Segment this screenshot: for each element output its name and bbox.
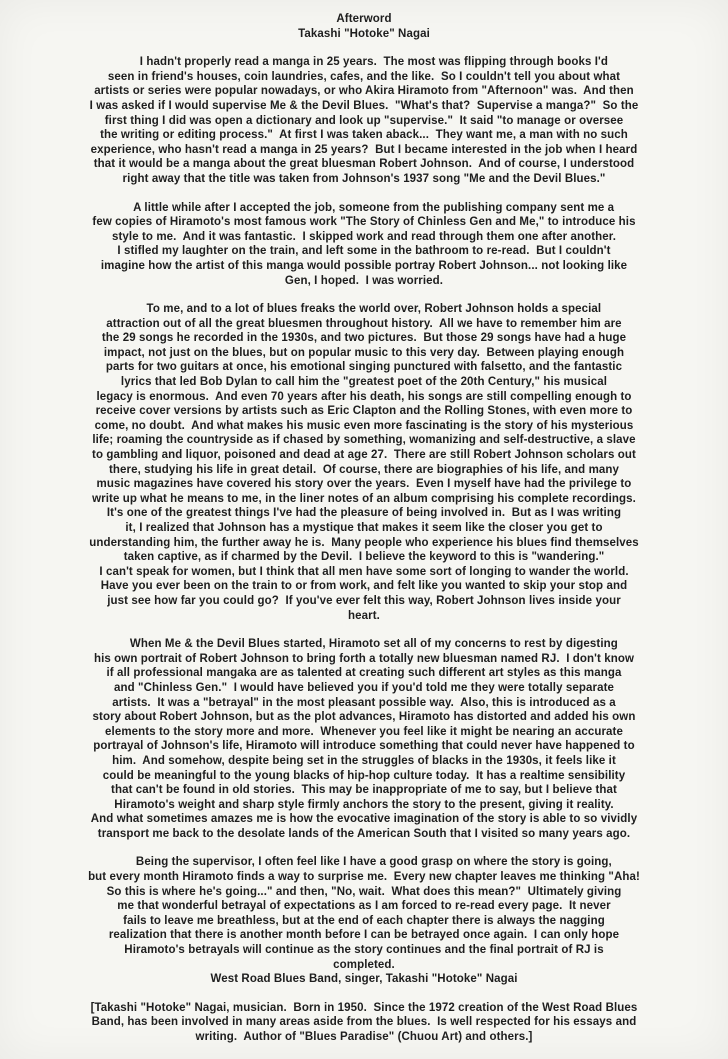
text-line: understanding him, the further away he is. Many people who experience his blues find themselves: [89, 536, 639, 549]
paragraph-chinless-gen: [30, 201, 698, 289]
text-line: life; roaming the countryside as if chased by something, womanizing and self-destructive, a slave: [92, 434, 636, 447]
text-line: To me, and to a lot of blues freaks the world over, Robert Johnson holds a special: [126, 303, 602, 316]
text-line: A little while after I accepted the job, someone from the publishing company sent me a: [113, 201, 615, 214]
text-line: I was asked if I would supervise Me & the Devil Blues. "What's that? Supervise a manga?" So the: [89, 99, 639, 112]
text-line: that can't be found in old stories. This may be inappropriate of me to say, but I believe that: [111, 784, 617, 797]
text-line: to gambling and liquor, poisoned and dead at age 27. There are still Robert Johnson scholars out: [92, 449, 636, 462]
text-line: first thing I did was open a dictionary and look up "supervise." It said "to manage or oversee: [104, 114, 624, 127]
text-line: the writing or editing process." At first I was taken aback... They want me, a man with no such: [100, 129, 628, 142]
text-line: Hiramoto's betrayals will continue as the story continues and the final portrait of RJ is: [124, 944, 604, 957]
paragraph-supervisor: [30, 855, 698, 972]
text-line: I stifled my laughter on the train, and left some in the bathroom to re-read. But I couldn't: [117, 245, 611, 258]
text-line: elements to the story more and more. Whenever you feel like it might be nearing an accurate: [105, 725, 623, 738]
text-line: but every month Hiramoto finds a way to surprise me. Every new chapter leaves me thinking "Aha!: [88, 871, 640, 884]
text-line: transport me back to the desolate lands of the American South that I visited so many years ago.: [97, 827, 631, 840]
text-line: Band, has been involved in many areas aside from the blues. Is well respected for his essays and: [91, 1016, 637, 1029]
text-line: the 29 songs he recorded in the 1930s, and two pictures. But those 29 songs have had a huge: [101, 332, 627, 345]
text-line: could be meaningful to the young blacks of hip-hop culture today. It has a realtime sensibility: [102, 769, 626, 782]
text-line: right away that the title was taken from Johnson's 1937 song "Me and the Devil Blues.": [122, 172, 606, 185]
text-line: if all professional mangaka are as talented at creating such different art styles as this manga: [106, 667, 622, 680]
text-line: there, studying his life in great detail. Of course, there are biographies of his life, and many: [108, 463, 620, 476]
text-line: just see how far you could go? If you've ever felt this way, Robert Johnson lives inside your: [107, 594, 621, 607]
text-line: I hadn't properly read a manga in 25 years. The most was flipping through books I'd: [120, 56, 608, 69]
text-line: Hiramoto's weight and sharp style firmly anchors the story to the present, giving it reality.: [114, 798, 614, 811]
page-title: Afterword: [336, 13, 392, 25]
text-line: writing. Author of "Blues Paradise" (Chuou Art) and others.]: [195, 1031, 533, 1043]
text-line: Gen, I hoped. I was worried.: [284, 274, 444, 287]
text-line: legacy is enormous. And even 70 years after his death, his songs are still compelling enough to: [96, 390, 632, 403]
text-line: imagine how the artist of this manga would possible portray Robert Johnson... not looking like: [100, 259, 628, 272]
text-line: taken captive, as if charmed by the Devil. I believe the keyword to this is "wandering.": [123, 551, 605, 564]
text-line: experience, who hasn't read a manga in 25 years? But I became interested in the job when I heard: [90, 143, 638, 156]
afterword-header: [30, 12, 698, 41]
text-line: story about Robert Johnson, but as the plot advances, Hiramoto has distorted and added his own: [92, 711, 636, 724]
author-name: Takashi "Hotoke" Nagai: [298, 27, 430, 40]
text-line: attraction out of all the great bluesmen throughout history. All we have to remember him are: [106, 317, 622, 330]
text-line: me that wonderful betrayal of expectations as I am forced to re-read every page. It never: [117, 900, 611, 913]
text-line: When Me & the Devil Blues started, Hiramoto set all of my concerns to rest by digesting: [110, 638, 618, 651]
text-line: his own portrait of Robert Johnson to bring forth a totally new bluesman named RJ. I don't know: [93, 652, 635, 665]
paragraph-intro: [30, 55, 698, 186]
text-line: fails to leave me breathless, but at the end of each chapter there is always the nagging: [123, 914, 605, 927]
text-line: I can't speak for women, but I think that all men have some sort of longing to wander the world.: [99, 565, 629, 578]
text-line: It's one of the greatest things I've had the pleasure of being involved in. But as I was writing: [106, 507, 622, 520]
text-line: music magazines have covered his story over the years. Even I myself have had the privilege to: [96, 478, 632, 491]
text-line: come, no doubt. And what makes his music even more fascinating is the story of his mysterious: [94, 419, 634, 432]
text-line: impact, not just on the blues, but on popular music to this very day. Between playing enough: [103, 346, 625, 359]
text-line: [Takashi "Hotoke" Nagai, musician. Born in 1950. Since the 1972 creation of the West Road Blues: [90, 1001, 638, 1014]
text-line: artists. It was a "betrayal" in the most pleasant possible way. Also, this is introduced as a: [112, 696, 616, 709]
paragraph-hiramoto: [30, 637, 698, 841]
text-line: style to me. And it was fantastic. I skipped work and read through them one after another.: [111, 230, 616, 243]
text-line: artists or series were popular nowadays, or who Akira Hiramoto from "Afternoon" was. And then: [94, 85, 634, 98]
text-line: And what sometimes amazes me is how the evocative imagination of the story is able to so vividly: [90, 813, 638, 826]
author-bio: [30, 1001, 698, 1045]
text-line: completed.: [333, 958, 395, 971]
text-line: receive cover versions by artists such as Eric Clapton and the Rolling Stones, with even more to: [95, 405, 633, 418]
text-line: Being the supervisor, I often feel like I have a good grasp on where the story is going,: [116, 856, 612, 869]
signature: [30, 972, 698, 987]
afterword-body: [30, 55, 698, 1044]
text-line: him. And somehow, despite being set in the struggles of blacks in the 1930s, it feels like it: [112, 754, 616, 767]
text-line: seen in friend's houses, coin laundries, cafes, and the like. So I couldn't tell you about what: [107, 70, 621, 83]
text-line: portrayal of Johnson's life, Hiramoto will introduce something that could never have happened to: [93, 740, 635, 753]
text-line: West Road Blues Band, singer, Takashi "Hotoke" Nagai: [210, 973, 518, 986]
text-line: So this is where he's going..." and then, "No, wait. What does this mean?" Ultimately giving: [106, 885, 622, 898]
text-line: heart.: [348, 609, 380, 622]
text-line: parts for two guitars at once, his emotional singing punctured with falsetto, and the fantastic: [105, 361, 623, 374]
text-line: that it would be a manga about the great bluesman Robert Johnson. And of course, I understood: [93, 158, 635, 171]
text-line: few copies of Hiramoto's most famous work "The Story of Chinless Gen and Me," to introduce his: [92, 216, 636, 229]
text-line: write up what he means to me, in the liner notes of an album comprising his complete recordings.: [92, 492, 636, 505]
text-line: realization that there is another month before I can be betrayed once again. I can only hope: [108, 929, 620, 942]
text-line: and "Chinless Gen." I would have believed you if you'd told me they were totally separate: [113, 681, 614, 694]
text-line: lyrics that led Bob Dylan to call him the "greatest poet of the 20th Century," his musical: [120, 376, 608, 389]
text-line: it, I realized that Johnson has a mystique that makes it seem like the closer you get to: [125, 522, 603, 534]
text-line: Have you ever been on the train to or from work, and felt like you wanted to skip your stop and: [100, 580, 628, 593]
paragraph-robert-johnson: [30, 302, 698, 623]
